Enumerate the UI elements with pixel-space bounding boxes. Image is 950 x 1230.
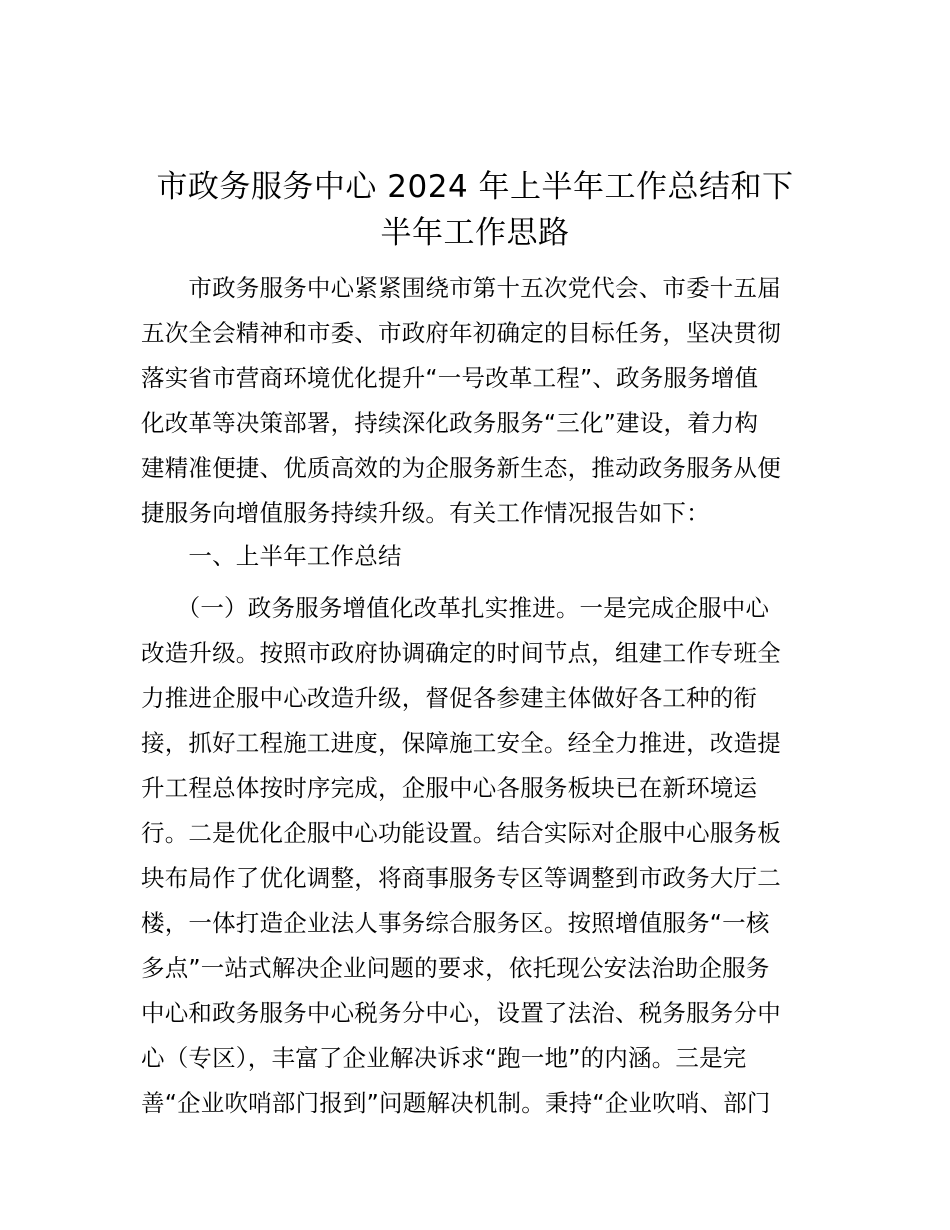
text-line: 接，抓好工程施工进度，保障施工安全。经全力推进，改造提 bbox=[141, 729, 781, 757]
text-line: 力推进企服中心改造升级，督促各参建主体做好各工种的衔 bbox=[141, 684, 758, 712]
section-heading bbox=[141, 534, 821, 579]
document-title-line-2: 半年工作思路 bbox=[380, 215, 570, 251]
text-line: 市政务服务中心紧紧围绕市第十五次党代会、市委十五届 bbox=[141, 274, 781, 302]
text-line: 捷服务向增值服务持续升级。有关工作情况报告如下： bbox=[141, 499, 710, 527]
section-1-paragraph bbox=[141, 586, 821, 1126]
text-line: （一）政务服务增值化改革扎实推进。一是完成企服中心 bbox=[141, 594, 770, 622]
text-line: 建精准便捷、优质高效的为企服务新生态，推动政务服务从便 bbox=[141, 454, 781, 482]
document-title-line-1: 市政务服务中心 2024 年上半年工作总结和下 bbox=[156, 169, 794, 205]
text-line: 多点”一站式解决企业问题的要求，依托现公安法治助企服务 bbox=[141, 954, 770, 982]
text-line: 块布局作了优化调整，将商事服务专区等调整到市政务大厅二 bbox=[141, 864, 781, 892]
text-line: 化改革等决策部署，持续深化政务服务“三化”建设，着力构 bbox=[141, 409, 759, 437]
text-line: 五次全会精神和市委、市政府年初确定的目标任务，坚决贯彻 bbox=[141, 319, 781, 347]
text-line: 楼，一体打造企业法人事务综合服务区。按照增值服务“一核 bbox=[141, 909, 770, 937]
text-line: 行。二是优化企服中心功能设置。结合实际对企服中心服务板 bbox=[141, 819, 781, 847]
intro-paragraph bbox=[141, 266, 821, 536]
text-line: 中心和政务服务中心税务分中心，设置了法治、税务服务分中 bbox=[141, 999, 781, 1027]
text-line: 心（专区），丰富了企业解决诉求“跑一地”的内涵。三是完 bbox=[141, 1044, 747, 1072]
section-heading-text: 一、上半年工作总结 bbox=[141, 542, 402, 570]
text-line: 落实省市营商环境优化提升“一号改革工程”、政务服务增值 bbox=[141, 364, 759, 392]
text-line: 改造升级。按照市政府协调确定的时间节点，组建工作专班全 bbox=[141, 639, 781, 667]
text-line: 善“企业吹哨部门报到”问题解决机制。秉持“企业吹哨、部门 bbox=[141, 1089, 771, 1117]
text-line: 升工程总体按时序完成，企服中心各服务板块已在新环境运 bbox=[141, 774, 758, 802]
